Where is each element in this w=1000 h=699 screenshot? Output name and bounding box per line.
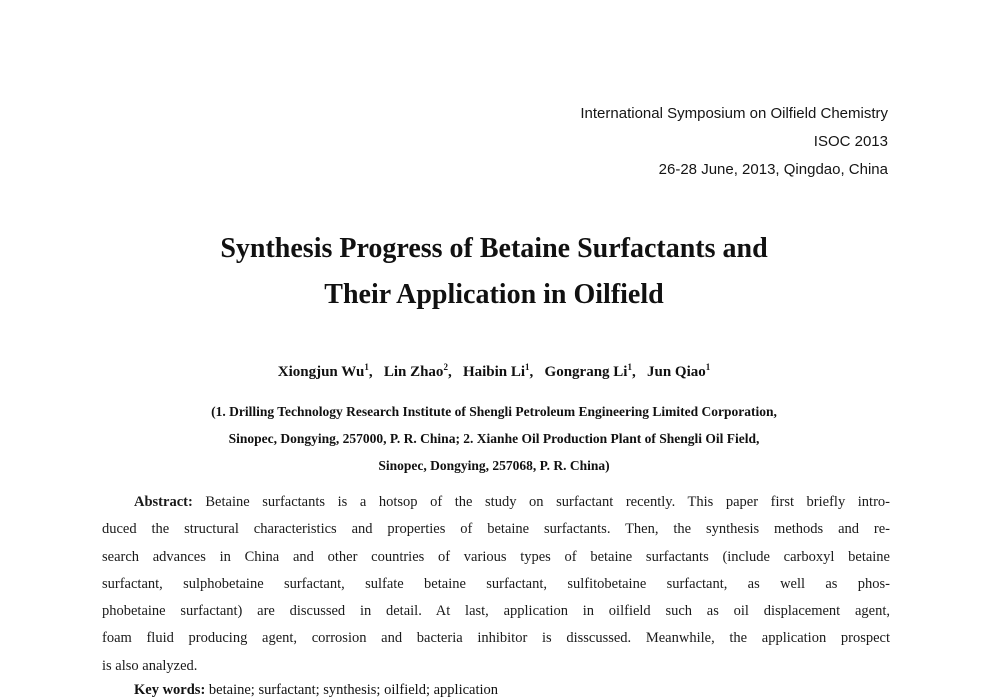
affiliation-mark: 1 — [525, 362, 530, 372]
keywords-text: betaine; surfactant; synthesis; oilfield; application — [208, 682, 499, 698]
affiliation-line-3: Sinopec, Dongying, 257068, P. R. China) — [378, 458, 610, 473]
conference-header — [580, 100, 888, 184]
abstract — [102, 489, 890, 680]
title-line-1: Synthesis Progress of Betaine Surfactants and — [220, 233, 768, 264]
author-separator: , — [529, 364, 534, 380]
abstract-line: surfactant, sulphobetaine surfactant, sulfate betaine surfactant, sulfitobetaine surfactant, as well as phos- — [102, 575, 890, 592]
author-name: Gongrang Li — [544, 364, 628, 380]
conference-acronym: ISOC 2013 — [813, 133, 888, 150]
affiliation-line-2: Sinopec, Dongying, 257000, P. R. China; 2. Xianhe Oil Production Plant of Shengli Oil Field, — [228, 431, 760, 446]
abstract-line — [102, 489, 890, 516]
author-separator: , — [447, 364, 452, 380]
abstract-line: search advances in China and other countries of various types of betaine surfactants (include carboxyl betaine — [102, 548, 890, 565]
conference-date-location: 26-28 June, 2013, Qingdao, China — [658, 161, 888, 178]
author-separator: , — [631, 364, 636, 380]
abstract-text: Betaine surfactants is a hotsop of the study on surfactant recently. This paper first briefly intro- — [205, 494, 890, 510]
author-name: Haibin Li — [462, 364, 526, 380]
author-list — [0, 362, 988, 381]
author-name: Jun Qiao — [646, 364, 706, 380]
author-name: Xiongjun Wu — [277, 364, 365, 380]
keywords — [134, 682, 498, 699]
affiliation-mark: 1 — [364, 362, 369, 372]
conference-name: International Symposium on Oilfield Chemistry — [580, 105, 888, 122]
affiliation-mark: 2 — [443, 362, 448, 372]
abstract-line: phobetaine surfactant) are discussed in detail. At last, application in oilfield such as oil displacement agent, — [102, 603, 890, 620]
title-line-2: Their Application in Oilfield — [324, 279, 664, 310]
affiliation-mark: 1 — [705, 362, 711, 372]
abstract-line: duced the structural characteristics and properties of betaine surfactants. Then, the synthesis methods and re- — [102, 521, 890, 538]
affiliation-mark: 1 — [627, 362, 632, 372]
abstract-line: foam fluid producing agent, corrosion and bacteria inhibitor is disscussed. Meanwhile, the application prospect — [102, 630, 890, 647]
abstract-label: Abstract: — [134, 494, 193, 510]
abstract-line: is also analyzed. — [102, 657, 198, 674]
affiliations — [0, 398, 988, 479]
author-name: Lin Zhao — [383, 364, 444, 380]
author-separator: , — [368, 364, 373, 380]
paper-title — [0, 226, 988, 318]
keywords-label: Key words: — [134, 682, 206, 698]
affiliation-line-1: (1. Drilling Technology Research Institute of Shengli Petroleum Engineering Limited Corporation, — [211, 404, 777, 419]
